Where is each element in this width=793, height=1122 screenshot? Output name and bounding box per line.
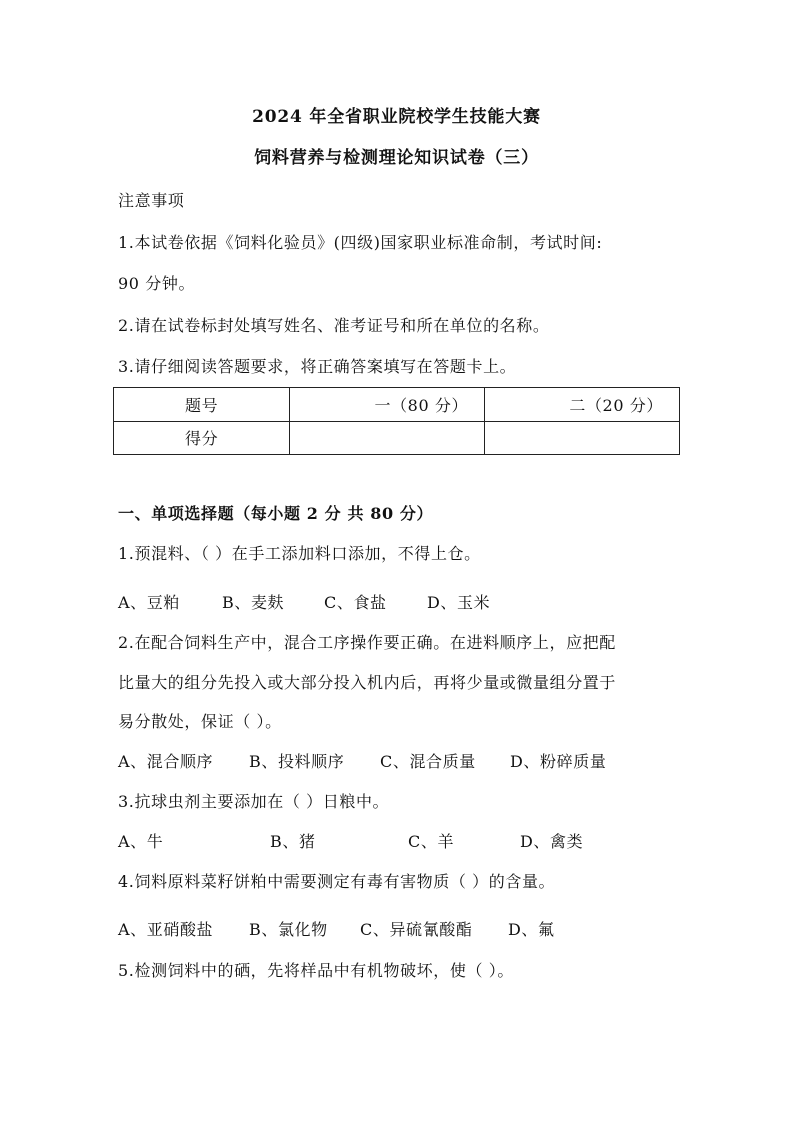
notice-item-1-line2: 90 分钟。 xyxy=(118,274,196,293)
option-a: A、豆粕 xyxy=(118,593,180,612)
question-1-options xyxy=(118,593,490,613)
section-heading: 一、单项选择题（每小题 2 分 共 80 分） xyxy=(118,504,434,523)
option-b: B、麦麸 xyxy=(222,593,285,612)
score-table-cell: 题号 xyxy=(114,388,290,422)
question-3: 3.抗球虫剂主要添加在（ ）日粮中。 xyxy=(118,792,390,811)
question-2-line2: 比量大的组分先投入或大部分投入机内后，再将少量或微量组分置于 xyxy=(118,673,617,692)
option-d: D、粉碎质量 xyxy=(510,752,607,771)
option-a: A、混合顺序 xyxy=(118,752,214,771)
option-a: A、亚硝酸盐 xyxy=(118,920,214,939)
exam-title-line2: 饲料营养与检测理论知识试卷（三） xyxy=(254,148,539,168)
question-3-options xyxy=(118,832,583,852)
option-d: D、禽类 xyxy=(520,832,584,851)
score-table-cell: 二（20 分） xyxy=(485,388,680,422)
notice-item-2: 2.请在试卷标封处填写姓名、准考证号和所在单位的名称。 xyxy=(118,316,550,335)
score-table xyxy=(113,387,680,455)
score-input-cell[interactable] xyxy=(290,421,485,455)
option-b: B、猪 xyxy=(270,832,316,851)
option-d: D、氟 xyxy=(508,920,555,939)
question-2-line3: 易分散处，保证（ ）。 xyxy=(118,712,282,731)
notice-item-3: 3.请仔细阅读答题要求，将正确答案填写在答题卡上。 xyxy=(118,357,517,376)
score-table-cell: 一（80 分） xyxy=(290,388,485,422)
option-b: B、氯化物 xyxy=(249,920,328,939)
option-b: B、投料顺序 xyxy=(249,752,345,771)
notice-item-1-line1: 1.本试卷依据《饲料化验员》(四级)国家职业标准命制，考试时间: xyxy=(118,233,603,252)
question-4-options xyxy=(118,920,555,940)
score-table-row-score xyxy=(114,421,680,455)
option-d: D、玉米 xyxy=(427,593,491,612)
exam-title-line1: 2024 年全省职业院校学生技能大赛 xyxy=(252,107,541,127)
option-c: C、混合质量 xyxy=(380,752,476,771)
question-2-line1: 2.在配合饲料生产中，混合工序操作要正确。在进料顺序上，应把配 xyxy=(118,633,616,652)
question-5: 5.检测饲料中的硒，先将样品中有机物破坏，使（ ）。 xyxy=(118,961,514,980)
score-table-row-header xyxy=(114,388,680,422)
notice-heading: 注意事项 xyxy=(118,191,185,210)
score-table-cell: 得分 xyxy=(114,421,290,455)
score-input-cell[interactable] xyxy=(485,421,680,455)
question-4: 4.饲料原料菜籽饼粕中需要测定有毒有害物质（ ）的含量。 xyxy=(118,872,556,891)
option-c: C、食盐 xyxy=(324,593,387,612)
option-c: C、异硫氰酸酯 xyxy=(360,920,473,939)
option-c: C、羊 xyxy=(408,832,455,851)
option-a: A、牛 xyxy=(118,832,164,851)
question-1: 1.预混料、（ ）在手工添加料口添加，不得上仓。 xyxy=(118,544,481,563)
question-2-options xyxy=(118,752,606,772)
